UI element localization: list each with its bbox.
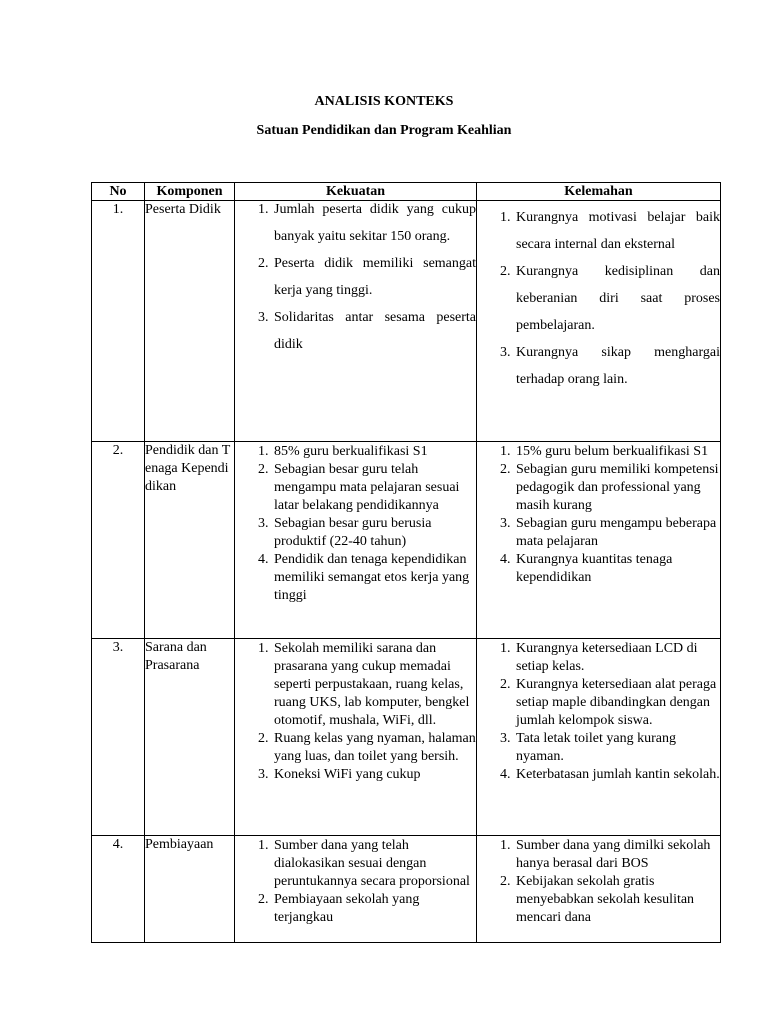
list-item: 1. 85% guru berkualifikasi S1	[272, 443, 476, 461]
list-item: 3. Sebagian guru mengampu beberapa mata pelajaran	[514, 515, 720, 551]
kekuatan-cell	[235, 442, 477, 639]
page-title: ANALISIS KONTEKS	[314, 94, 454, 109]
header-kekuatan: Kekuatan	[235, 183, 477, 201]
row-number: 3.	[92, 639, 145, 836]
list-item: 1. Sumber dana yang dimilki sekolah hanya berasal dari BOS	[514, 837, 720, 873]
kelemahan-cell	[477, 836, 721, 943]
list-item: 3. Kurangnya sikap menghargai terhadap orang lain.	[514, 339, 720, 393]
list-item: 2. Sebagian guru memiliki kompetensi pedagogik dan professional yang masih kurang	[514, 461, 720, 515]
list-item: 2. Peserta didik memiliki semangat kerja yang tinggi.	[272, 250, 476, 304]
list-item: 1. Jumlah peserta didik yang cukup banyak yaitu sekitar 150 orang.	[272, 196, 476, 250]
list-item: 2. Ruang kelas yang nyaman, halaman yang luas, dan toilet yang bersih.	[272, 730, 476, 766]
list-item: 1. Sekolah memiliki sarana dan prasarana yang cukup memadai seperti perpustakaan, ruang kelas, ruang UKS, lab komputer, bengkel otomotif, mushala, WiFi, dll.	[272, 640, 476, 730]
list-item: 4. Pendidik dan tenaga kependidikan memiliki semangat etos kerja yang tinggi	[272, 551, 476, 605]
header-kelemahan: Kelemahan	[477, 183, 721, 201]
list-item: 2. Kebijakan sekolah gratis menyebabkan sekolah kesulitan mencari dana	[514, 873, 720, 927]
page-subtitle: Satuan Pendidikan dan Program Keahlian	[256, 123, 512, 138]
table-row	[92, 836, 721, 943]
kekuatan-cell	[235, 639, 477, 836]
list-item: 3. Sebagian besar guru berusia produktif (22-40 tahun)	[272, 515, 476, 551]
list-item: 1. Kurangnya ketersediaan LCD di setiap kelas.	[514, 640, 720, 676]
list-item: 1. 15% guru belum berkualifikasi S1	[514, 443, 720, 461]
kelemahan-cell	[477, 442, 721, 639]
list-item: 2. Pembiayaan sekolah yang terjangkau	[272, 891, 476, 927]
list-item: 1. Kurangnya motivasi belajar baik secara internal dan eksternal	[514, 204, 720, 258]
list-item: 1. Sumber dana yang telah dialokasikan sesuai dengan peruntukannya secara proporsional	[272, 837, 476, 891]
kelemahan-cell	[477, 201, 721, 442]
list-item: 2. Kurangnya kedisiplinan dan keberanian diri saat proses pembelajaran.	[514, 258, 720, 339]
komponen-cell: Pendidik dan Tenaga Kependidikan	[145, 442, 235, 639]
table-row	[92, 442, 721, 639]
kekuatan-cell	[235, 836, 477, 943]
kekuatan-cell	[235, 201, 477, 442]
list-item: 3. Tata letak toilet yang kurang nyaman.	[514, 730, 720, 766]
list-item: 3. Solidaritas antar sesama peserta didik	[272, 304, 476, 358]
row-number: 2.	[92, 442, 145, 639]
header-komponen: Komponen	[145, 183, 235, 201]
kelemahan-cell	[477, 639, 721, 836]
table-row	[92, 639, 721, 836]
analysis-table	[91, 182, 721, 943]
table-row	[92, 201, 721, 442]
list-item: 3. Koneksi WiFi yang cukup	[272, 766, 476, 784]
header-no: No	[92, 183, 145, 201]
row-number: 1.	[92, 201, 145, 442]
komponen-cell: Sarana dan Prasarana	[145, 639, 235, 836]
komponen-cell: Peserta Didik	[145, 201, 235, 442]
list-item: 4. Kurangnya kuantitas tenaga kependidikan	[514, 551, 720, 587]
list-item: 2. Sebagian besar guru telah mengampu mata pelajaran sesuai latar belakang pendidikannya	[272, 461, 476, 515]
list-item: 4. Keterbatasan jumlah kantin sekolah.	[514, 766, 720, 784]
list-item: 2. Kurangnya ketersediaan alat peraga setiap maple dibandingkan dengan jumlah kelompok siswa.	[514, 676, 720, 730]
komponen-cell: Pembiayaan	[145, 836, 235, 943]
row-number: 4.	[92, 836, 145, 943]
